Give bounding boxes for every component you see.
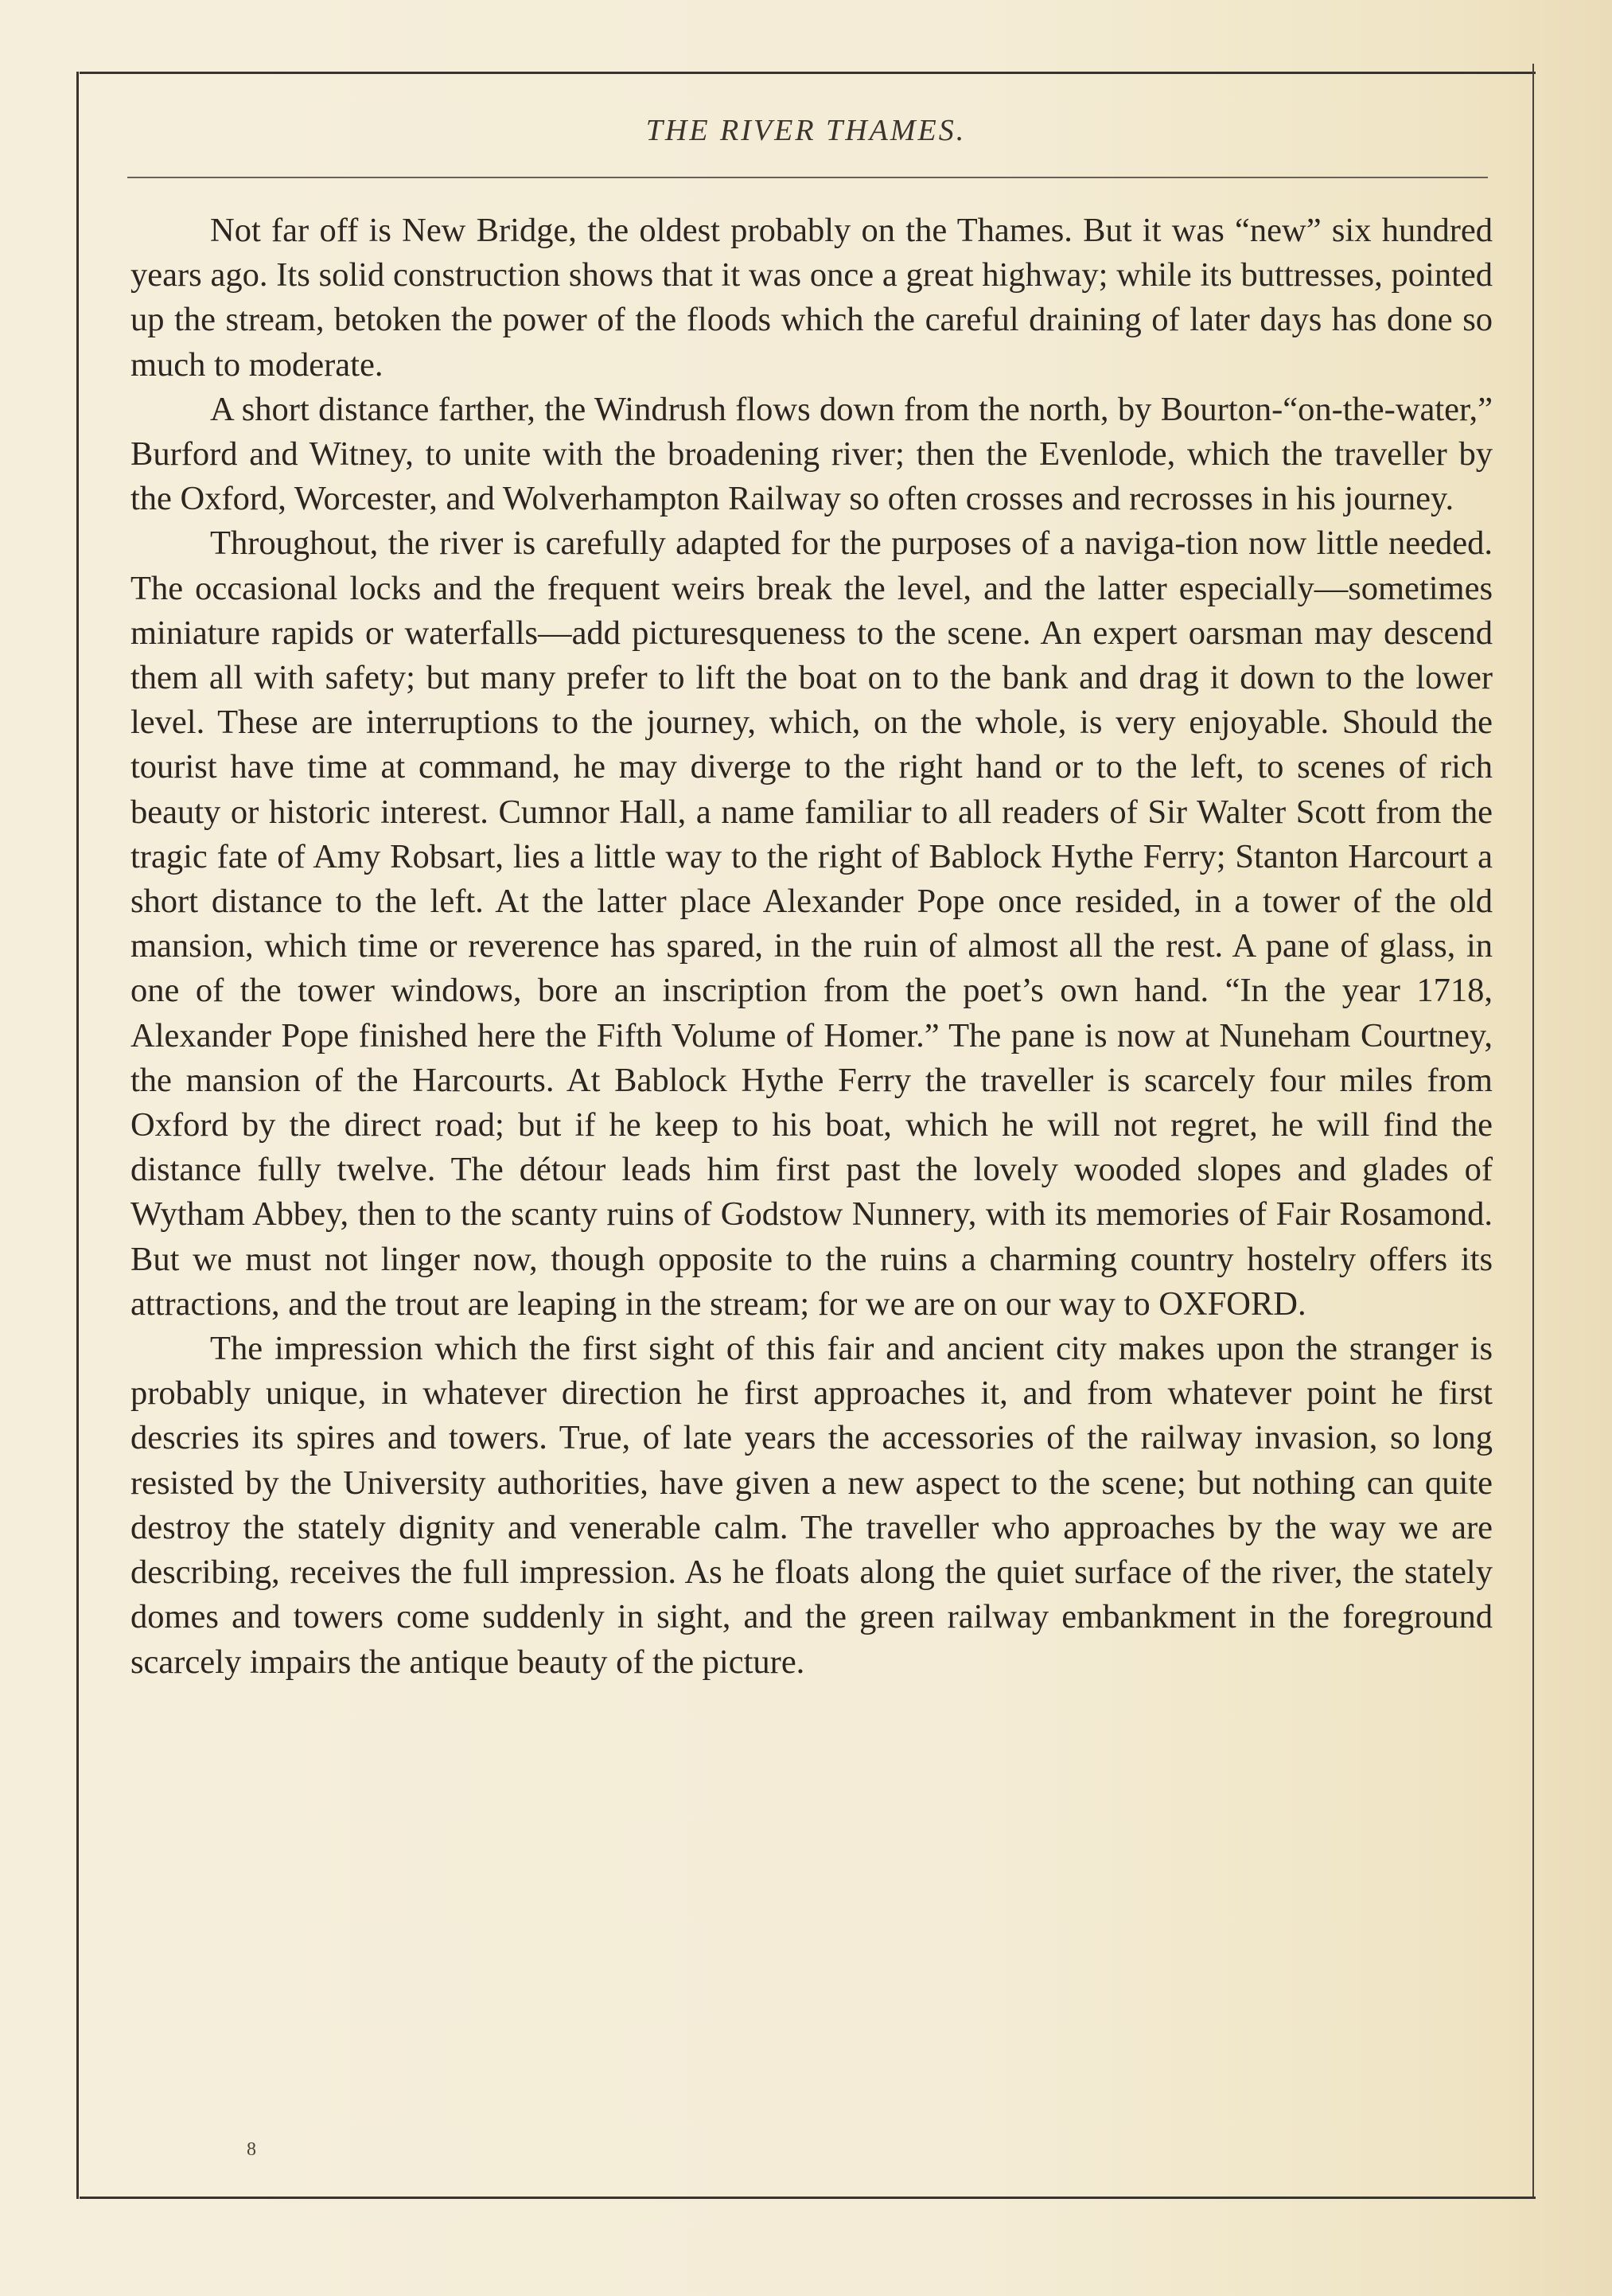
frame-top-rule bbox=[80, 72, 1536, 74]
frame-bottom-rule bbox=[80, 2197, 1536, 2199]
paragraph-navigation: Throughout, the river is carefully adapted for the purposes of a naviga-tion now little needed. The occasional locks and the frequent weirs break the level, and the latter especially—sometimes miniature rapids or waterfalls—add picturesqueness to the scene. An expert oarsman may descend them all with safety; but many prefer to lift the boat on to the bank and drag it down to the lower level. These are interruptions to the journey, which, on the whole, is very enjoyable. Should the tourist have time at command, he may diverge to the right hand or to the left, to scenes of rich beauty or historic interest. Cumnor Hall, a name familiar to all readers of Sir Walter Scott from the tragic fate of Amy Robsart, lies a little way to the right of Bablock Hythe Ferry; Stanton Harcourt a short distance to the left. At the latter place Alexander Pope once resided, in a tower of the old mansion, which time or reverence has spared, in the ruin of almost all the rest. A pane of glass, in one of the tower windows, bore an inscription from the poet’s own hand. “In the year 1718, Alexander Pope finished here the Fifth Volume of Homer.” The pane is now at Nuneham Courtney, the mansion of the Harcourts. At Bablock Hythe Ferry the traveller is scarcely four miles from Oxford by the direct road; but if he keep to his boat, which he will not regret, he will find the distance fully twelve. The détour leads him first past the lovely wooded slopes and glades of Wytham Abbey, then to the scanty ruins of Godstow Nunnery, with its memories of Fair Rosamond. But we must not linger now, though opposite to the ruins a charming country hostelry offers its attractions, and the trout are leaping in the stream; for we are on our way to OXFORD. bbox=[130, 524, 1493, 1323]
running-head-title: THE RIVER THAMES. bbox=[645, 114, 967, 147]
paragraph-oxford-impression: The impression which the first sight of this fair and ancient city makes upon the stranger is probably unique, in whatever direction he first approaches it, and from whatever point he first descries its spires and towers. True, of late years the accessories of the railway invasion, so long resisted by the University authorities, have given a new aspect to the scene; but nothing can quite destroy the stately dignity and venerable calm. The traveller who approaches by the way we are describing, receives the full impression. As he floats along the quiet surface of the river, the stately domes and towers come suddenly in sight, and the green railway embankment in the foreground scarcely impairs the antique beauty of the picture. bbox=[130, 1330, 1493, 1681]
page-number: 8 bbox=[247, 2139, 256, 2160]
paragraph-windrush: A short distance farther, the Windrush flows down from the north, by Bourton-“on-the-water,” Burford and Witney, to unite with the broadening river; then the Evenlode, which the traveller by the Oxford, Worcester, and Wolverhampton Railway so often crosses and recrosses in his journey. bbox=[130, 390, 1493, 518]
frame-left-rule bbox=[76, 72, 79, 2199]
body-text bbox=[130, 209, 1493, 1685]
header-divider bbox=[127, 177, 1488, 178]
paragraph-new-bridge: Not far off is New Bridge, the oldest probably on the Thames. But it was “new” six hundred years ago. Its solid construction shows that it was once a great highway; while its buttresses, pointed up the stream, betoken the power of the floods which the careful draining of later days has done so much to moderate. bbox=[130, 212, 1493, 384]
frame-right-rule bbox=[1532, 64, 1534, 2199]
